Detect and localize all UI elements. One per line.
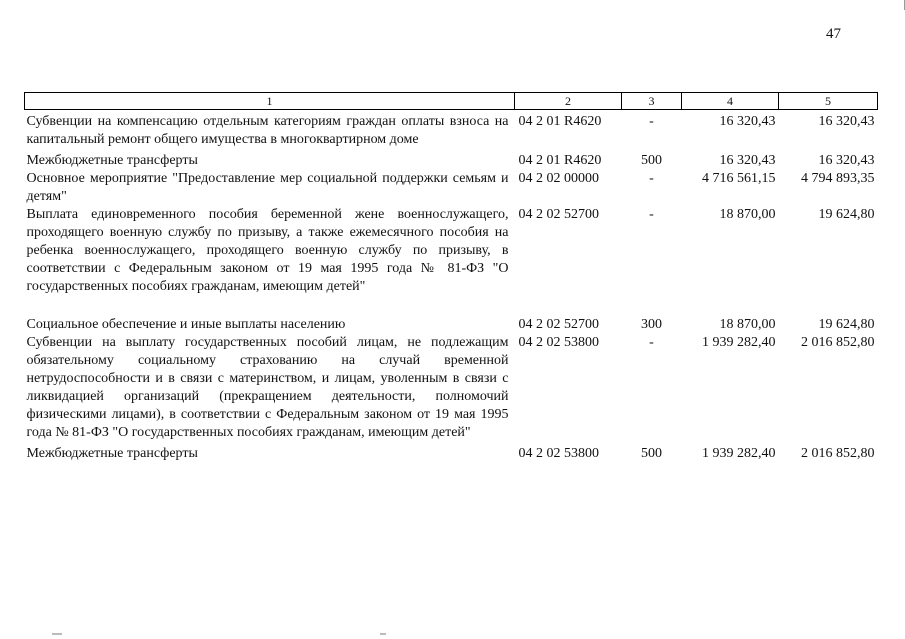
row-description: Выплата единовременного пособия беременной жене военнослужащего, проходящего военную службу по призыву, а также ежемесячного пособия на ребенка военнослужащего, проходящего военную службу по призыву, в соответствии с Федеральным законом от 19 мая 1995 года № 81-ФЗ "О государственных пособиях гражданам, имеющим детей" <box>26 207 509 294</box>
column-header: 3 <box>622 93 682 110</box>
table-row <box>25 152 878 170</box>
row-description: Основное мероприятие "Предоставление мер социальной поддержки семьям и детям" <box>26 171 509 204</box>
row-description: Межбюджетные трансферты <box>26 153 198 168</box>
table-row <box>25 113 878 149</box>
row-amount-1: 18 870,00 <box>719 317 776 332</box>
page-number: 47 <box>826 26 841 42</box>
row-gap <box>25 296 878 316</box>
row-code: 04 2 02 53800 <box>518 446 599 461</box>
row-amount-1: 16 320,43 <box>719 153 776 168</box>
budget-table <box>24 92 878 463</box>
row-code: 04 2 01 R4620 <box>518 114 602 129</box>
row-type: - <box>649 171 654 186</box>
row-description: Межбюджетные трансферты <box>26 446 198 461</box>
column-header: 2 <box>515 93 622 110</box>
row-amount-1: 1 939 282,40 <box>702 446 776 461</box>
row-amount-2: 4 794 893,35 <box>801 171 875 186</box>
row-amount-2: 19 624,80 <box>818 207 875 222</box>
row-type: - <box>649 335 654 350</box>
row-amount-2: 2 016 852,80 <box>801 446 875 461</box>
table-header-row <box>25 93 878 110</box>
scan-artifact <box>52 633 62 635</box>
row-code: 04 2 02 52700 <box>518 207 599 222</box>
row-description: Субвенции на компенсацию отдельным категориям граждан оплаты взноса на капитальный ремонт общего имущества в многоквартирном доме <box>26 114 509 147</box>
row-amount-2: 19 624,80 <box>818 317 875 332</box>
row-code: 04 2 01 R4620 <box>518 153 602 168</box>
scan-artifact <box>380 633 386 635</box>
row-description: Субвенции на выплату государственных пособий лицам, не подлежащим обязательному социальному страхованию на случай временной нетрудоспособности и в связи с материнством, и лицам, уволенным в связи с ликвидацией организаций (прекращением деятельности, полномочий физическими лицами), в соответствии с Федеральным законом от 19 мая 1995 года № 81-ФЗ "О государственных пособиях гражданам, имеющим детей" <box>26 335 509 440</box>
row-amount-1: 1 939 282,40 <box>702 335 776 350</box>
column-header: 5 <box>779 93 878 110</box>
row-amount-1: 18 870,00 <box>719 207 776 222</box>
row-description: Социальное обеспечение и иные выплаты населению <box>26 317 346 332</box>
row-type: 500 <box>641 446 662 461</box>
table-row <box>25 316 878 334</box>
row-type: - <box>649 114 654 129</box>
column-header: 1 <box>25 93 515 110</box>
row-amount-2: 2 016 852,80 <box>801 335 875 350</box>
row-amount-1: 16 320,43 <box>719 114 776 129</box>
row-code: 04 2 02 53800 <box>518 335 599 350</box>
table-row <box>25 206 878 296</box>
table-row <box>25 445 878 463</box>
row-amount-2: 16 320,43 <box>818 114 875 129</box>
row-type: - <box>649 207 654 222</box>
row-amount-1: 4 716 561,15 <box>702 171 776 186</box>
table-row <box>25 170 878 206</box>
row-type: 300 <box>641 317 662 332</box>
row-amount-2: 16 320,43 <box>818 153 875 168</box>
row-code: 04 2 02 52700 <box>518 317 599 332</box>
row-code: 04 2 02 00000 <box>518 171 599 186</box>
table-row <box>25 334 878 442</box>
column-header: 4 <box>682 93 779 110</box>
row-type: 500 <box>641 153 662 168</box>
